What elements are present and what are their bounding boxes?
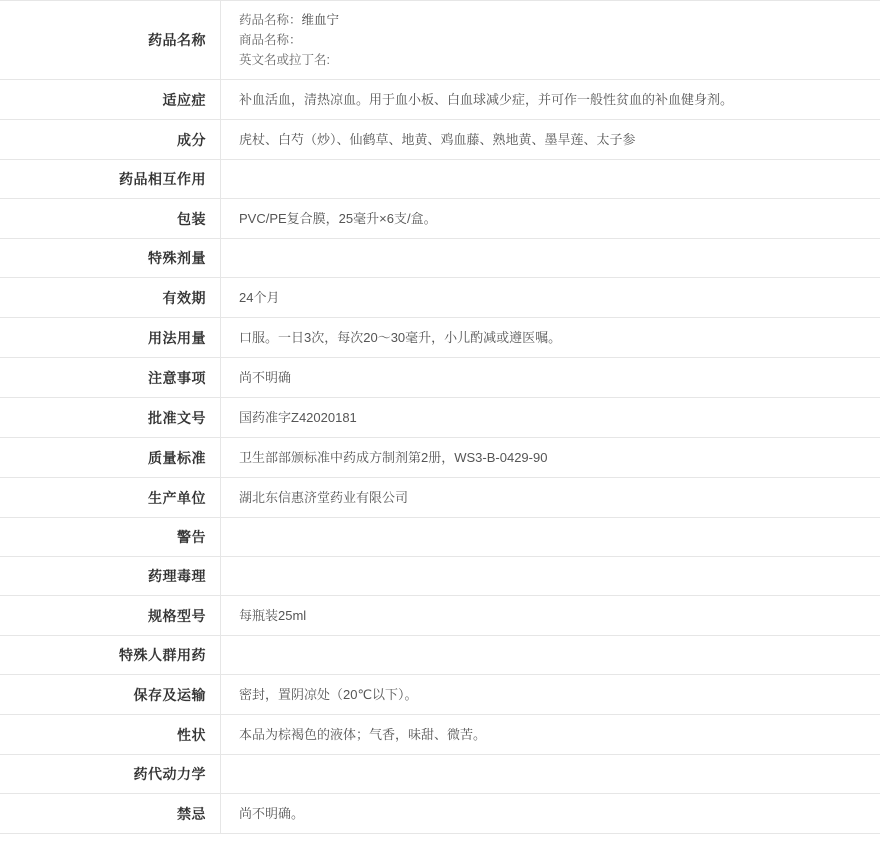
row-label-contraindications: 禁忌 bbox=[0, 794, 221, 834]
table-row bbox=[0, 160, 880, 199]
row-value-manufacturer: 湖北东信惠济堂药业有限公司 bbox=[239, 490, 409, 505]
row-value-warning bbox=[221, 518, 880, 557]
table-row bbox=[0, 596, 880, 636]
row-label-approval-number: 批准文号 bbox=[0, 398, 221, 438]
row-label-appearance: 性状 bbox=[0, 715, 221, 755]
name-line-trade bbox=[239, 30, 866, 50]
table-row bbox=[0, 557, 880, 596]
row-value-pharmacokinetics bbox=[221, 755, 880, 794]
row-label-warning: 警告 bbox=[0, 518, 221, 557]
table-row bbox=[0, 318, 880, 358]
table-row bbox=[0, 518, 880, 557]
name-key-generic: 药品名称： bbox=[239, 13, 302, 27]
name-line-english bbox=[239, 50, 866, 70]
row-label-special-dosage: 特殊剂量 bbox=[0, 239, 221, 278]
row-value-indications: 补血活血，清热凉血。用于血小板、白血球减少症，并可作一般性贫血的补血健身剂。 bbox=[239, 92, 734, 107]
row-value-precautions: 尚不明确 bbox=[239, 370, 292, 385]
name-value-generic: 维血宁 bbox=[301, 13, 340, 27]
row-label-pharmacokinetics: 药代动力学 bbox=[0, 755, 221, 794]
row-label-shelf-life: 有效期 bbox=[0, 278, 221, 318]
row-value-special-dosage bbox=[221, 239, 880, 278]
row-value-shelf-life: 24个月 bbox=[239, 290, 280, 305]
row-value-specification: 每瓶装25ml bbox=[239, 608, 307, 623]
table-row bbox=[0, 358, 880, 398]
table-row bbox=[0, 398, 880, 438]
table-row bbox=[0, 794, 880, 834]
table-row bbox=[0, 478, 880, 518]
row-label-pharmacology: 药理毒理 bbox=[0, 557, 221, 596]
table-row bbox=[0, 438, 880, 478]
row-label-indications: 适应症 bbox=[0, 80, 221, 120]
row-label-special-population: 特殊人群用药 bbox=[0, 636, 221, 675]
row-label-quality-standard: 质量标准 bbox=[0, 438, 221, 478]
table-row bbox=[0, 120, 880, 160]
row-value-drug-name bbox=[221, 1, 880, 80]
name-line-generic bbox=[239, 10, 866, 30]
table-row bbox=[0, 755, 880, 794]
row-value-appearance: 本品为棕褐色的液体；气香，味甜、微苦。 bbox=[239, 727, 487, 742]
row-value-packaging: PVC/PE复合膜，25毫升×6支/盒。 bbox=[239, 211, 437, 226]
row-label-precautions: 注意事项 bbox=[0, 358, 221, 398]
row-value-usage-dosage: 口服。一日3次，每次20～30毫升，小儿酌减或遵医嘱。 bbox=[239, 330, 562, 345]
drug-info-table-body bbox=[0, 1, 880, 834]
row-value-storage-transport: 密封，置阴凉处（20℃以下）。 bbox=[239, 687, 418, 702]
row-value-approval-number: 国药准字Z42020181 bbox=[239, 410, 357, 425]
row-value-quality-standard: 卫生部部颁标准中药成方制剂第2册，WS3-B-0429-90 bbox=[239, 450, 548, 465]
row-value-interactions bbox=[221, 160, 880, 199]
table-row bbox=[0, 239, 880, 278]
row-value-pharmacology bbox=[221, 557, 880, 596]
row-value-special-population bbox=[221, 636, 880, 675]
name-key-trade: 商品名称： bbox=[239, 33, 302, 47]
row-label-usage-dosage: 用法用量 bbox=[0, 318, 221, 358]
table-row bbox=[0, 199, 880, 239]
table-row bbox=[0, 278, 880, 318]
table-row bbox=[0, 636, 880, 675]
row-value-contraindications: 尚不明确。 bbox=[239, 806, 305, 821]
table-row bbox=[0, 80, 880, 120]
row-label-ingredients: 成分 bbox=[0, 120, 221, 160]
row-label-manufacturer: 生产单位 bbox=[0, 478, 221, 518]
row-value-ingredients: 虎杖、白芍（炒）、仙鹤草、地黄、鸡血藤、熟地黄、墨旱莲、太子参 bbox=[239, 132, 636, 147]
table-row bbox=[0, 1, 880, 80]
table-row bbox=[0, 675, 880, 715]
table-row bbox=[0, 715, 880, 755]
row-label-interactions: 药品相互作用 bbox=[0, 160, 221, 199]
row-label-storage-transport: 保存及运输 bbox=[0, 675, 221, 715]
name-key-english: 英文名或拉丁名: bbox=[239, 53, 330, 67]
row-label-specification: 规格型号 bbox=[0, 596, 221, 636]
row-label-drug-name: 药品名称 bbox=[0, 1, 221, 80]
row-label-packaging: 包装 bbox=[0, 199, 221, 239]
